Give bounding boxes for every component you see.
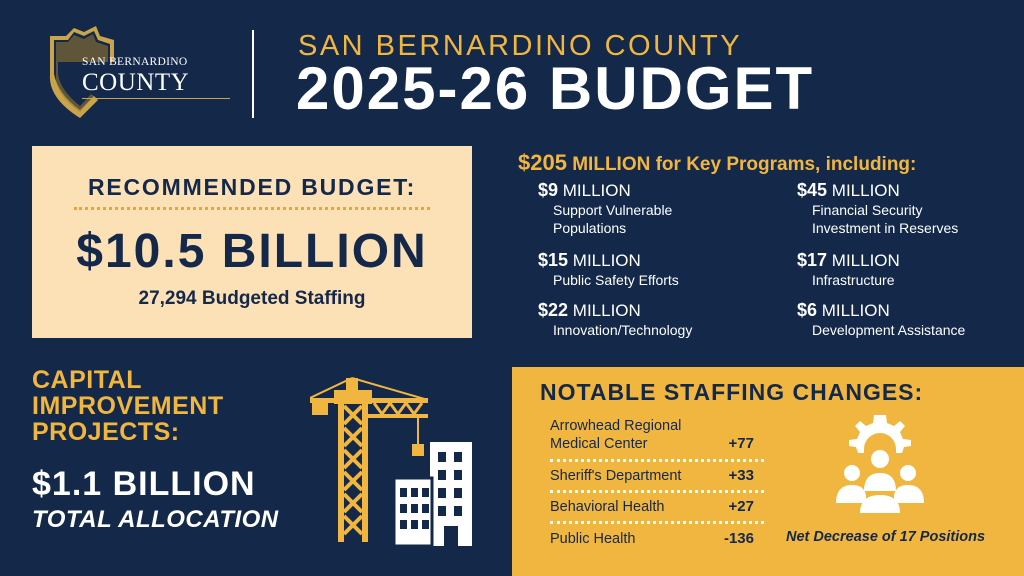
header-title: 2025-26 BUDGET xyxy=(296,55,815,122)
staffing-row-label xyxy=(550,417,681,453)
staffing-changes-panel xyxy=(512,367,1024,576)
program-unit: MILLION xyxy=(562,181,631,200)
budgeted-staffing: 27,294 Budgeted Staffing xyxy=(138,288,366,309)
program-unit: MILLION xyxy=(572,251,641,270)
capital-title-line2: IMPROVEMENT xyxy=(32,392,224,420)
recommended-budget-amount: $10.5 BILLION xyxy=(76,225,428,278)
program-amount: $45 xyxy=(797,180,828,200)
program-item xyxy=(538,250,758,289)
program-unit: MILLION xyxy=(572,301,641,320)
capital-label: TOTAL ALLOCATION xyxy=(32,506,279,533)
program-desc: Support Vulnerable xyxy=(553,202,673,218)
logo-subtitle: SAN BERNARDINO xyxy=(82,56,188,68)
staffing-dots xyxy=(550,521,764,524)
staffing-row-value: +33 xyxy=(728,467,754,484)
program-item xyxy=(797,300,1017,339)
capital-projects-title xyxy=(32,367,224,445)
program-unit: MILLION xyxy=(831,181,900,200)
key-programs-title xyxy=(518,150,916,176)
logo-title: COUNTY xyxy=(82,69,190,96)
capital-amount: $1.1 BILLION xyxy=(32,465,256,503)
header-divider xyxy=(252,30,254,118)
program-item xyxy=(538,180,758,237)
staffing-row-label: Sheriff's Department xyxy=(550,468,682,484)
program-desc: Infrastructure xyxy=(812,272,895,288)
staffing-dots xyxy=(550,459,764,462)
key-programs-amount: $205 xyxy=(518,150,567,175)
staffing-row-label-line1: Arrowhead Regional xyxy=(550,418,682,434)
program-amount: $9 xyxy=(538,180,559,200)
staffing-row-label-line2: Medical Center xyxy=(550,436,648,452)
staffing-row xyxy=(550,415,754,453)
program-unit: MILLION xyxy=(831,251,900,270)
program-desc: Innovation/Technology xyxy=(553,322,693,338)
header-subtitle: SAN BERNARDINO COUNTY xyxy=(298,30,743,62)
program-desc-2: Investment in Reserves xyxy=(812,220,959,236)
program-item xyxy=(797,250,1017,289)
key-programs-title-text: MILLION for Key Programs, including: xyxy=(572,154,917,175)
program-desc: Public Safety Efforts xyxy=(553,272,679,288)
staffing-row-value: +27 xyxy=(728,498,754,515)
program-desc: Financial Security xyxy=(812,202,923,218)
staffing-changes-title: NOTABLE STAFFING CHANGES: xyxy=(540,379,924,405)
recommended-budget-label: RECOMMENDED BUDGET: xyxy=(87,174,417,200)
program-item xyxy=(797,180,1017,237)
program-desc-2: Populations xyxy=(553,220,627,236)
net-decrease-note: Net Decrease of 17 Positions xyxy=(786,529,986,545)
program-amount: $6 xyxy=(797,300,818,320)
staffing-row-value: +77 xyxy=(728,435,754,452)
staffing-row-label: Behavioral Health xyxy=(550,499,665,515)
program-amount: $17 xyxy=(797,250,828,270)
staffing-row-label: Public Health xyxy=(550,531,636,547)
staffing-row-value: -136 xyxy=(723,530,754,547)
program-desc: Development Assistance xyxy=(812,322,966,338)
capital-title-line3: PROJECTS: xyxy=(32,418,180,446)
dotted-divider xyxy=(74,207,430,210)
program-item xyxy=(538,300,758,339)
staffing-row xyxy=(550,465,754,485)
capital-title-line1: CAPITAL xyxy=(32,366,142,394)
logo-rule xyxy=(82,98,230,99)
county-logo xyxy=(36,22,216,122)
program-unit: MILLION xyxy=(821,301,890,320)
staffing-row xyxy=(550,496,754,516)
program-amount: $15 xyxy=(538,250,569,270)
people-gear-icon xyxy=(830,413,930,524)
staffing-dots xyxy=(550,490,764,493)
program-amount: $22 xyxy=(538,300,569,320)
staffing-row xyxy=(550,528,754,548)
building-icon xyxy=(392,440,474,546)
recommended-budget-panel xyxy=(32,146,472,338)
